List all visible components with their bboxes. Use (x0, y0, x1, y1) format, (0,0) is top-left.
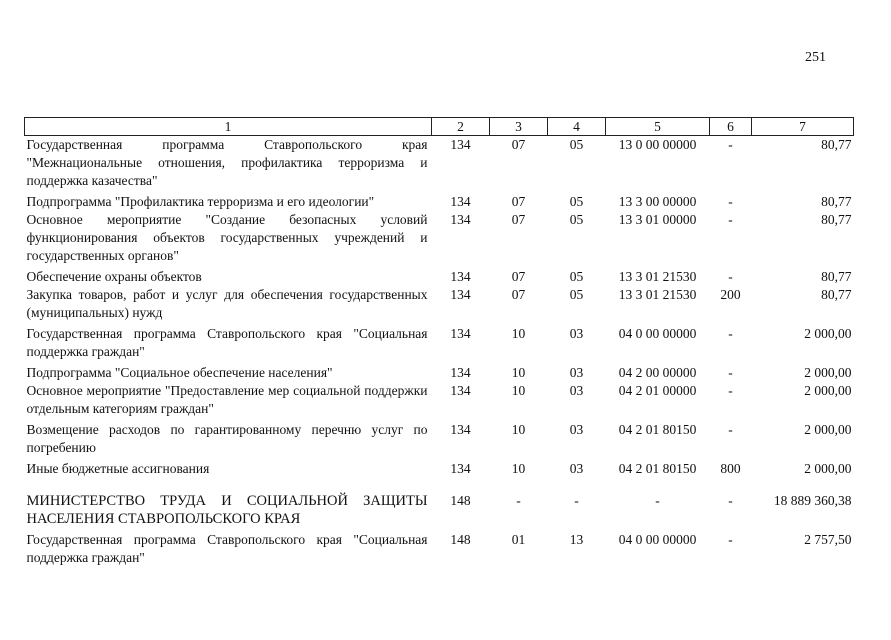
row-subsection: 13 (569, 532, 584, 547)
col-header-7: 7 (752, 118, 854, 136)
row-section: 10 (511, 326, 526, 341)
row-expense-type: - (728, 194, 733, 209)
table-row (25, 322, 854, 361)
col-header-6: 6 (710, 118, 752, 136)
row-expense-type: - (728, 212, 733, 227)
row-target-article: 04 2 01 00000 (618, 383, 697, 398)
row-expense-type: - (728, 326, 733, 341)
row-amount: 80,77 (821, 194, 852, 209)
table-row-ministry (25, 478, 854, 528)
row-expense-type: - (728, 137, 733, 152)
row-name: Основное мероприятие "Создание безопасных условий функционирования объектов государственных учреждений и государственных органов" (26, 212, 428, 263)
row-target-article: 13 0 00 00000 (618, 137, 697, 152)
col-header-3: 3 (490, 118, 548, 136)
table-row (25, 457, 854, 478)
row-name: МИНИСТЕРСТВО ТРУДА И СОЦИАЛЬНОЙ ЗАЩИТЫ НАСЕЛЕНИЯ СТАВРОПОЛЬСКОГО КРАЯ (26, 493, 428, 527)
table-row (25, 418, 854, 457)
row-subsection: 05 (569, 137, 584, 152)
row-name: Иные бюджетные ассигнования (26, 461, 210, 476)
row-amount: 80,77 (821, 212, 852, 227)
row-expense-type: - (728, 493, 733, 508)
row-amount: 80,77 (821, 287, 852, 302)
row-ministry-code: 134 (450, 287, 471, 302)
row-target-article: 04 2 00 00000 (618, 365, 697, 380)
row-amount: 80,77 (821, 137, 852, 152)
row-ministry-code: 134 (450, 269, 471, 284)
table-row (25, 382, 854, 418)
row-subsection: 03 (569, 326, 584, 341)
table-row (25, 265, 854, 286)
row-section: 10 (511, 461, 526, 476)
row-expense-type: - (728, 422, 733, 437)
row-expense-type: - (728, 269, 733, 284)
row-ministry-code: 134 (450, 383, 471, 398)
row-section: 07 (511, 212, 526, 227)
row-target-article: 04 2 01 80150 (618, 422, 697, 437)
row-ministry-code: 148 (450, 532, 471, 547)
row-ministry-code: 134 (450, 137, 471, 152)
row-subsection: 05 (569, 269, 584, 284)
row-ministry-code: 134 (450, 194, 471, 209)
page-number: 251 (805, 50, 826, 65)
budget-table (24, 117, 854, 567)
row-expense-type: 800 (720, 461, 741, 476)
row-amount: 18 889 360,38 (773, 493, 852, 508)
row-name: Подпрограмма "Социальное обеспечение населения" (26, 365, 333, 380)
row-amount: 2 000,00 (804, 383, 852, 398)
row-name: Государственная программа Ставропольского края "Социальная поддержка граждан" (26, 532, 428, 565)
row-subsection: 03 (569, 461, 584, 476)
row-name: Государственная программа Ставропольского края "Социальная поддержка граждан" (26, 326, 428, 359)
row-name: Возмещение расходов по гарантированному перечню услуг по погребению (26, 422, 428, 455)
row-section: - (516, 493, 521, 508)
row-ministry-code: 134 (450, 326, 471, 341)
table-row (25, 136, 854, 191)
row-target-article: 13 3 00 00000 (618, 194, 697, 209)
row-amount: 2 000,00 (804, 461, 852, 476)
row-expense-type: - (728, 383, 733, 398)
row-section: 10 (511, 365, 526, 380)
header-row (25, 118, 854, 136)
row-ministry-code: 148 (450, 493, 471, 508)
row-name: Основное мероприятие "Предоставление мер социальной поддержки отдельным категориям граждан" (26, 383, 428, 416)
row-subsection: 05 (569, 212, 584, 227)
row-target-article: 04 2 01 80150 (618, 461, 697, 476)
row-target-article: 04 0 00 00000 (618, 326, 697, 341)
row-amount: 2 757,50 (804, 532, 852, 547)
row-amount: 2 000,00 (804, 365, 852, 380)
table-row (25, 286, 854, 322)
row-amount: 2 000,00 (804, 422, 852, 437)
row-section: 07 (511, 287, 526, 302)
col-header-1: 1 (25, 118, 432, 136)
row-section: 10 (511, 383, 526, 398)
row-subsection: - (574, 493, 579, 508)
table-row (25, 361, 854, 382)
row-ministry-code: 134 (450, 461, 471, 476)
table-row (25, 528, 854, 567)
row-section: 07 (511, 194, 526, 209)
row-subsection: 05 (569, 194, 584, 209)
table-row (25, 190, 854, 211)
row-expense-type: - (728, 365, 733, 380)
row-target-article: - (655, 493, 660, 508)
row-expense-type: 200 (720, 287, 741, 302)
col-header-5: 5 (606, 118, 710, 136)
row-section: 07 (511, 269, 526, 284)
row-amount: 80,77 (821, 269, 852, 284)
row-subsection: 05 (569, 287, 584, 302)
row-subsection: 03 (569, 365, 584, 380)
row-subsection: 03 (569, 422, 584, 437)
row-name: Государственная программа Ставропольского края "Межнациональные отношения, профилактика терроризма и поддержка казачества" (26, 137, 428, 188)
table-row (25, 211, 854, 265)
row-target-article: 13 3 01 21530 (618, 287, 697, 302)
row-expense-type: - (728, 532, 733, 547)
row-section: 01 (511, 532, 526, 547)
row-section: 10 (511, 422, 526, 437)
row-ministry-code: 134 (450, 365, 471, 380)
row-ministry-code: 134 (450, 422, 471, 437)
row-subsection: 03 (569, 383, 584, 398)
row-name: Обеспечение охраны объектов (26, 269, 202, 284)
row-amount: 2 000,00 (804, 326, 852, 341)
row-name: Подпрограмма "Профилактика терроризма и его идеологии" (26, 194, 375, 209)
row-section: 07 (511, 137, 526, 152)
row-target-article: 13 3 01 21530 (618, 269, 697, 284)
col-header-2: 2 (432, 118, 490, 136)
row-name: Закупка товаров, работ и услуг для обеспечения государственных (муниципальных) нужд (26, 287, 428, 320)
row-ministry-code: 134 (450, 212, 471, 227)
row-target-article: 04 0 00 00000 (618, 532, 697, 547)
row-target-article: 13 3 01 00000 (618, 212, 697, 227)
col-header-4: 4 (548, 118, 606, 136)
